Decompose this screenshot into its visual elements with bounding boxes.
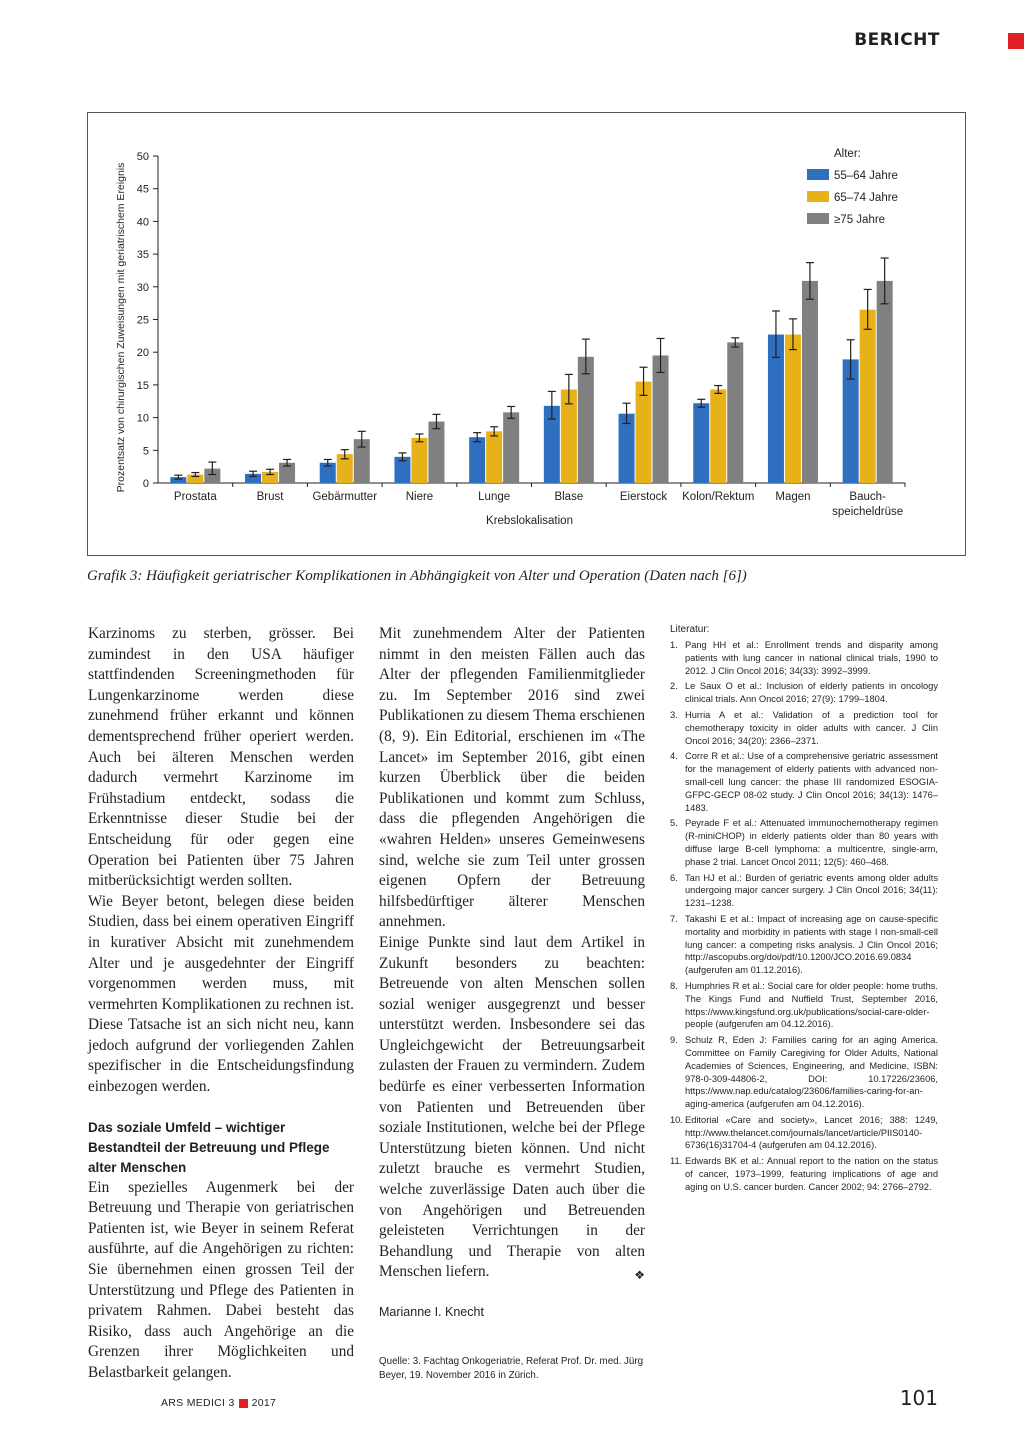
bar-3	[877, 281, 893, 483]
bar-2	[860, 310, 876, 483]
author-name: Marianne I. Knecht	[379, 1305, 484, 1319]
section-marker	[1008, 33, 1024, 49]
bar-2	[636, 382, 652, 483]
footer-journal	[161, 1397, 276, 1409]
reference-text: Corre R et al.: Use of a comprehensive geriatric assessment for the management of elderly patients with advanced non-small-cell lung cancer: the phase III randomized ESOGIA-GFPC-GECP 08-02 study. J Clin Oncol 2016; 34(13): 1476–1483.	[685, 751, 938, 813]
x-tick-label: Eierstock	[619, 491, 668, 503]
reference-text: Pang HH et al.: Enrollment trends and disparity among patients with lung cancer in national clinical trials, 1990 to 2012. J Clin Oncol 2016; 34(33): 3992–3999.	[685, 640, 938, 676]
reference-item	[670, 1155, 938, 1193]
bar-2	[411, 438, 427, 483]
text-column-1	[88, 624, 354, 1384]
literature-column	[670, 624, 938, 1197]
reference-number: 6.	[670, 872, 678, 883]
paragraph: Karzinoms zu sterben, grösser. Bei zumindest in den USA häufiger stattfindenden Screeningmethoden für Lungenkarzinome werden diese zunehmend früher erkannt und können dementsprechend früher operiert werden. Auch bei älteren Menschen werden dadurch vermehrt Karzinome im Frühstadium entdeckt, sodass die Erkenntnisse dieser Studie bei der Entscheidung für oder gegen eine Operation bei Patienten über 75 Jahren mitberücksichtigt werden sollten.	[88, 625, 354, 890]
reference-item	[670, 1114, 938, 1152]
reference-item	[670, 639, 938, 677]
x-tick-label: Blase	[554, 491, 584, 503]
x-tick-label: Magen	[775, 491, 811, 503]
bar-3	[653, 355, 669, 483]
legend-label: ≥75 Jahre	[834, 214, 886, 226]
bar-2	[785, 335, 801, 483]
paragraph: Mit zunehmendem Alter der Patienten nimmt in den meisten Fällen auch das Alter der pflegenden Familienmitglieder zu. Im September 2016 sind zwei Publikationen zu diesem Thema erschienen (8, 9). Ein Editorial, erschienen im «The Lancet» im September 2016, gibt einen kurzen Überblick über die beiden Publikationen und kommt zum Schluss, dass die pflegenden Angehörigen die «wahren Helden» unseres Gemeinwesens sind, welche sie zum Teil unter grossen eigenen Opfern der Betreuung hilfsbedürftiger älterer Menschen annehmen.	[379, 625, 645, 931]
bar-3	[578, 357, 594, 483]
reference-item	[670, 980, 938, 1031]
bar-3	[802, 281, 818, 483]
reference-text: Hurria A et al.: Validation of a prediction tool for chemotherapy toxicity in older adults with cancer. J Clin Oncol 2016; 34(20): 2366–2371.	[685, 709, 938, 746]
text-column-2	[379, 624, 645, 1383]
reference-item	[670, 750, 938, 814]
reference-item	[670, 709, 938, 747]
y-tick-label: 15	[136, 379, 149, 392]
bar-3	[428, 422, 444, 483]
y-tick-label: 5	[142, 445, 149, 458]
paragraph	[379, 933, 645, 1283]
paragraph-text: Einige Punkte sind laut dem Artikel in Zukunft besonders zu beachten: Betreuende von alten Menschen sollen sozial weniger ausgegrenzt und besser unterstützt werden. Insbesondere sei das Ungleichgewicht der Betreuungsarbeit zulasten der Frauen zu vermindern. Zudem bedürfe es einer verbesserten Information von Patienten und Betreuenden über soziale Institutionen, welche bei der Pflege Unterstützung bieten können. Und nicht zuletzt brauche es vermehrt Studien, welche zuverlässige Daten auch über die von Angehörigen und Betreuenden geleisteten Verrichtungen in der Behandlung und Therapie von alten Menschen liefern.	[379, 933, 645, 1281]
reference-number: 7.	[670, 913, 678, 924]
reference-text: Takashi E et al.: Impact of increasing age on cause-specific mortality and morbidity in patients with stage I non-small-cell lung cancer: a competing risks analysis. J Clin Oncol 2016; http://ascopubs.org/doi/pdf/10.1200/JCO.2016.69.0834 (aufgerufen am 01.12.2016).	[685, 913, 938, 976]
reference-item	[670, 817, 938, 868]
legend-swatch-2	[807, 191, 829, 202]
bar-1	[693, 403, 709, 483]
source-note: Quelle: 3. Fachtag Onkogeriatrie, Referat Prof. Dr. med. Jürg Beyer, 19. November 2016 in Zürich.	[379, 1356, 644, 1381]
bar-chart	[88, 113, 965, 555]
reference-text: Tan HJ et al.: Burden of geriatric events among older adults undergoing major cancer surgery. J Clin Oncol 2016; 34(11): 1231–1238.	[685, 872, 938, 909]
section-label: BERICHT	[854, 30, 940, 50]
y-tick-label: 45	[136, 183, 149, 196]
x-tick-label: Gebärmutter	[312, 491, 378, 503]
y-tick-label: 35	[136, 249, 149, 262]
reference-text: Peyrade F et al.: Attenuated immunochemotherapy regimen (R-miniCHOP) in elderly patients older than 80 years with diffuse large B-cell lymphoma: a multicentre, single-arm, phase 2 trial. Lancet Oncol 2011; 12(5): 460–468.	[685, 818, 938, 867]
legend-swatch-1	[807, 169, 829, 180]
x-tick-label: Niere	[405, 491, 434, 503]
reference-number: 2.	[670, 681, 678, 692]
legend-swatch-3	[807, 213, 829, 224]
paragraph: Ein spezielles Augenmerk bei der Betreuung und Therapie von geriatrischen Patienten ist, wie Beyer in seinem Referat ausführte, auf die Angehörigen zu richten: Sie übernehmen einen grossen Teil der Unterstützung und Pflege des Patienten in privatem Rahmen. Dabei besteht das Risiko, dass auch Angehörige an die Grenzen ihrer Möglichkeiten und Belastbarkeit gelangen.	[88, 1178, 354, 1381]
paragraph: Wie Beyer betont, belegen diese beiden Studien, dass bei einem operativen Eingriff in kurativer Absicht mit zunehmendem Alter und je ausgedehnter der Eingriff vorgenommen werden muss, mit vermehrten Komplikationen zu rechnen ist. Diese Tatsache ist an sich nicht neu, kann jedoch aufgrund der vorliegenden Zahlen spezifischer in die Entscheidungsfindung einbezogen werden.	[88, 892, 354, 1096]
x-tick-label: Lunge	[478, 491, 511, 503]
reference-text: Edwards BK et al.: Annual report to the nation on the status of cancer, 1973–1999, featuring implications of age and aging on U.S. cancer burden. Cancer 2002; 94: 2766–2792.	[685, 1156, 938, 1192]
bar-2	[486, 431, 502, 483]
legend-label: 55–64 Jahre	[834, 170, 898, 182]
legend-label: 65–74 Jahre	[834, 192, 898, 204]
reference-list	[670, 639, 938, 1194]
reference-text: Schulz R, Eden J: Families caring for an aging America. Committee on Family Caregiving for Older Adults, National Academies of Sciences, Engineering, and Medicine, ISBN: 978-0-309-44806-2, DOI: 10.17226/23606, https://www.nap.edu/catalog/23606/families-caring-for-an-aging-america (aufgerufen am 04.12.2016).	[685, 1035, 938, 1110]
reference-text: Editorial «Care and society», Lancet 2016; 388: 1249, http://www.thelancet.com/journals/lancet/article/PIIS0140-6736(16)31704-4 (aufgerufen am 04.12.2016).	[685, 1114, 938, 1151]
literature-heading: Literatur:	[670, 624, 710, 635]
reference-number: 5.	[670, 818, 678, 829]
x-tick-label: Bauch-speicheldrüse	[832, 491, 904, 518]
y-tick-label: 10	[136, 412, 149, 425]
y-tick-label: 40	[136, 216, 149, 229]
reference-number: 10.	[670, 1114, 683, 1125]
journal-name: ARS MEDICI 3	[161, 1397, 235, 1409]
reference-number: 3.	[670, 709, 678, 720]
reference-text: Humphries R et al.: Social care for older people: home truths. The Kings Fund and Nuffield Trust, September 2016, https://www.kingsfund.org.uk/publications/social-care-older-people (aufgerufen am 04.12.2016).	[685, 980, 938, 1030]
journal-year: 2017	[251, 1397, 277, 1409]
bar-1	[469, 437, 485, 483]
y-tick-label: 0	[142, 478, 149, 490]
reference-number: 9.	[670, 1035, 678, 1046]
footer-marker	[239, 1399, 248, 1408]
reference-item	[670, 913, 938, 977]
reference-number: 4.	[670, 751, 678, 762]
reference-number: 8.	[670, 980, 678, 991]
reference-number: 11.	[670, 1156, 683, 1167]
x-axis-title: Krebslokalisation	[486, 515, 573, 527]
reference-text: Le Saux O et al.: Inclusion of elderly patients in oncology clinical trials. Ann Oncol 2016; 27(9): 1799–1804.	[685, 681, 938, 705]
reference-item	[670, 680, 938, 706]
reference-number: 1.	[670, 640, 678, 650]
y-tick-label: 25	[136, 314, 149, 327]
x-tick-label: Prostata	[173, 491, 217, 503]
page-number: 101	[899, 1386, 938, 1410]
end-of-article-icon: ❖	[634, 1268, 645, 1283]
bar-2	[710, 389, 726, 483]
figure-caption: Grafik 3: Häufigkeit geriatrischer Komplikationen in Abhängigkeit von Alter und Operation (Daten nach [6])	[87, 568, 747, 584]
section-heading: Das soziale Umfeld – wichtiger Bestandteil der Betreuung und Pflege alter Menschen	[88, 1119, 330, 1175]
bar-3	[503, 412, 519, 483]
reference-item	[670, 872, 938, 910]
x-tick-label: Brust	[256, 491, 284, 503]
figure-frame	[87, 112, 966, 556]
y-tick-label: 30	[136, 281, 149, 294]
y-axis-title: Prozentsatz von chirurgischen Zuweisungen mit geriatrischem Ereignis	[115, 162, 127, 493]
x-tick-label: Kolon/Rektum	[682, 491, 755, 503]
y-tick-label: 20	[136, 347, 149, 360]
reference-item	[670, 1034, 938, 1111]
legend-title: Alter:	[834, 148, 861, 160]
y-tick-label: 50	[136, 151, 149, 163]
bar-3	[727, 342, 743, 483]
